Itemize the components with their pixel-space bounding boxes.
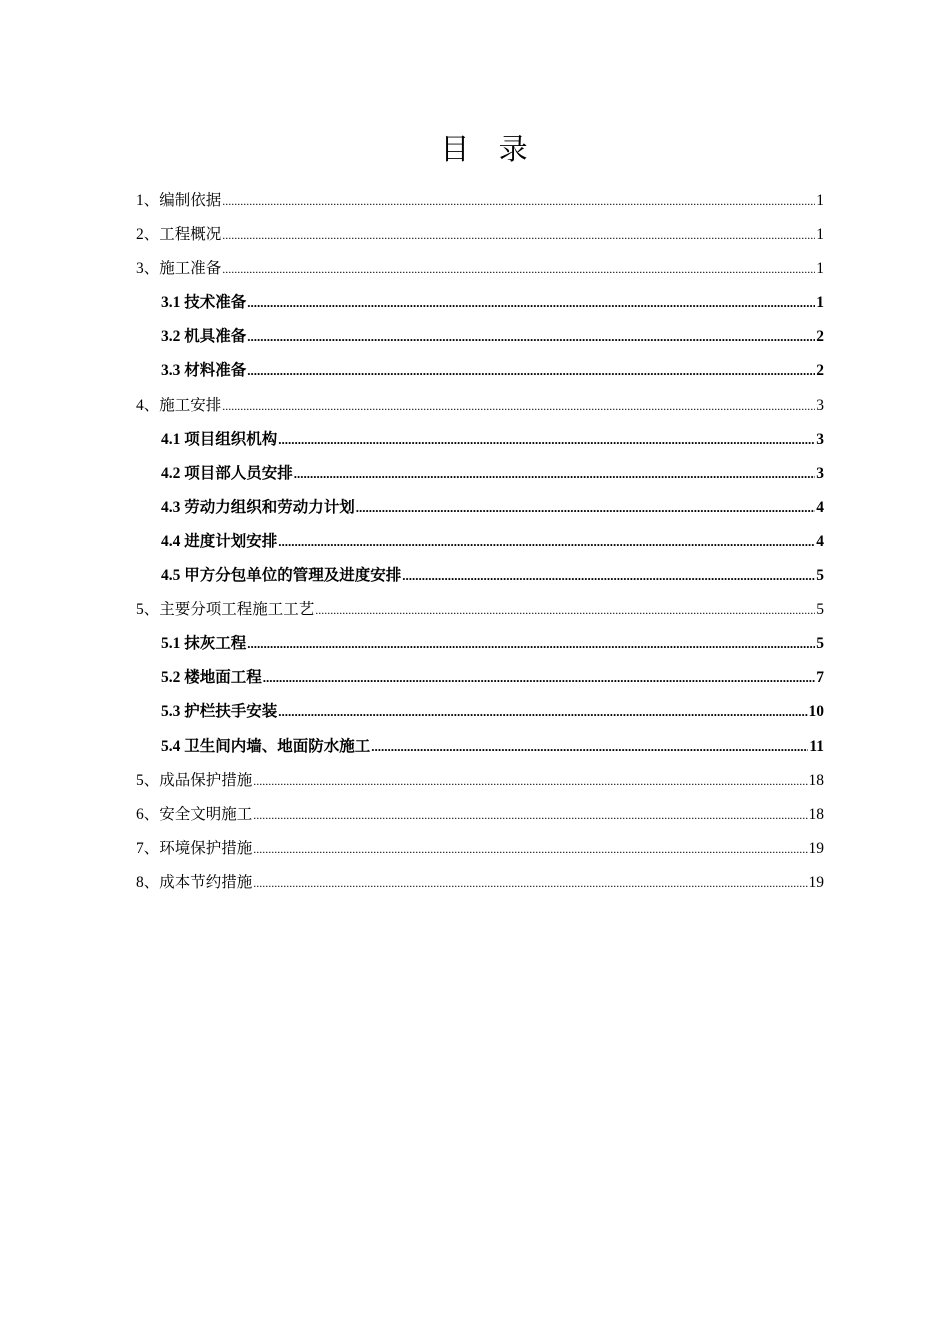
toc-entry-title: 环境保护措施 <box>159 839 253 857</box>
toc-entry-5[interactable] <box>136 593 824 627</box>
toc-page-number: 1 <box>816 226 824 244</box>
toc-page-number: 3 <box>816 464 824 482</box>
toc-entry-label <box>161 491 355 525</box>
toc-entry-3-2[interactable] <box>136 320 824 354</box>
toc-entry-number: 4.3 <box>161 498 185 516</box>
toc-entry-label <box>161 730 370 764</box>
toc-page-number: 5 <box>816 567 824 585</box>
toc-entry-number: 3.1 <box>161 294 185 312</box>
toc-entry-4-4[interactable] <box>136 525 824 559</box>
toc-entry-label <box>136 798 252 832</box>
toc-entry-number: 5.1 <box>161 635 185 653</box>
toc-entry-label <box>136 252 221 286</box>
toc-entry-label <box>136 218 221 252</box>
toc-entry-4-2[interactable] <box>136 457 824 491</box>
toc-page-number: 4 <box>816 532 824 550</box>
toc-page-number: 3 <box>816 430 824 448</box>
toc-entry-4-1[interactable] <box>136 423 824 457</box>
toc-entry-label <box>161 423 277 457</box>
toc-dot-leader <box>247 627 815 661</box>
toc-entry-label <box>136 389 221 423</box>
toc-dot-leader <box>371 730 808 764</box>
toc-page-number: 18 <box>808 805 824 823</box>
toc-entry-title: 编制依据 <box>159 192 222 209</box>
toc-entry-title: 护栏扶手安装 <box>184 703 278 721</box>
toc-entry-5-3[interactable] <box>136 695 824 729</box>
toc-page-number: 10 <box>808 703 824 721</box>
toc-entry-title: 成本节约措施 <box>159 873 253 891</box>
toc-page-number: 4 <box>816 498 824 516</box>
toc-entry-6[interactable] <box>136 798 824 832</box>
toc-dot-leader <box>253 764 807 798</box>
toc-entry-1[interactable] <box>136 184 824 218</box>
toc-page-number: 1 <box>816 294 824 312</box>
toc-page-number: 2 <box>816 362 824 380</box>
toc-page-number: 5 <box>816 635 824 653</box>
toc-entry-title: 项目组织机构 <box>184 430 278 448</box>
toc-dot-leader <box>402 559 815 593</box>
toc-page-number: 5 <box>816 601 824 619</box>
toc-page-number: 2 <box>816 328 824 346</box>
toc-entry-number: 5、 <box>136 601 160 619</box>
toc-entry-title: 施工安排 <box>159 396 222 414</box>
toc-entry-label <box>136 832 252 866</box>
toc-entry-title: 机具准备 <box>184 328 247 346</box>
toc-dot-leader <box>222 184 815 218</box>
toc-entry-title: 成品保护措施 <box>159 771 253 789</box>
toc-entry-label <box>136 866 252 900</box>
toc-entry-5b[interactable] <box>136 764 824 798</box>
toc-entry-number: 5、 <box>136 771 160 789</box>
toc-entry-label <box>161 457 293 491</box>
toc-dot-leader <box>278 423 815 457</box>
toc-entry-label <box>161 661 262 695</box>
toc-entry-title: 进度计划安排 <box>184 532 278 550</box>
toc-dot-leader <box>247 354 815 388</box>
toc-entry-number: 8、 <box>136 873 160 891</box>
toc-entry-title: 卫生间内墙、地面防水施工 <box>184 737 371 755</box>
toc-page-number: 11 <box>809 737 824 755</box>
toc-entry-title: 主要分项工程施工工艺 <box>159 601 315 619</box>
toc-entry-number: 6、 <box>136 805 160 823</box>
toc-entry-title: 甲方分包单位的管理及进度安排 <box>184 567 402 585</box>
toc-dot-leader <box>222 389 815 423</box>
toc-entry-label <box>136 184 221 218</box>
toc-page-number: 1 <box>816 260 824 278</box>
table-of-contents <box>136 184 824 900</box>
toc-entry-3-3[interactable] <box>136 354 824 388</box>
toc-entry-4[interactable] <box>136 389 824 423</box>
toc-page-number: 1 <box>816 192 824 209</box>
toc-entry-title: 项目部人员安排 <box>184 464 293 482</box>
toc-entry-title: 施工准备 <box>159 260 222 278</box>
toc-entry-title: 抹灰工程 <box>184 635 247 653</box>
toc-page-number: 18 <box>808 771 824 789</box>
toc-entry-title: 楼地面工程 <box>184 669 262 687</box>
toc-entry-label <box>136 593 314 627</box>
toc-entry-title: 劳动力组织和劳动力计划 <box>184 498 355 516</box>
toc-entry-number: 3、 <box>136 260 160 278</box>
toc-entry-title: 安全文明施工 <box>159 805 253 823</box>
toc-dot-leader <box>315 593 815 627</box>
toc-entry-number: 3.3 <box>161 362 185 380</box>
toc-entry-title: 工程概况 <box>159 226 222 244</box>
toc-dot-leader <box>253 798 807 832</box>
toc-entry-label <box>161 525 277 559</box>
toc-dot-leader <box>263 661 815 695</box>
toc-page-number: 19 <box>808 839 824 857</box>
toc-dot-leader <box>222 218 815 252</box>
toc-entry-5-2[interactable] <box>136 661 824 695</box>
toc-dot-leader <box>247 286 815 320</box>
toc-entry-8[interactable] <box>136 866 824 900</box>
toc-entry-4-3[interactable] <box>136 491 824 525</box>
toc-entry-number: 1、 <box>136 192 160 209</box>
toc-entry-3[interactable] <box>136 252 824 286</box>
toc-page-number: 7 <box>816 669 824 687</box>
toc-dot-leader <box>294 457 815 491</box>
toc-entry-2[interactable] <box>136 218 824 252</box>
toc-entry-label <box>161 627 246 661</box>
toc-page-number: 19 <box>808 873 824 891</box>
toc-entry-title: 材料准备 <box>184 362 247 380</box>
toc-entry-label <box>161 559 401 593</box>
toc-page-number: 3 <box>816 396 824 414</box>
toc-dot-leader <box>356 491 815 525</box>
toc-entry-number: 3.2 <box>161 328 185 346</box>
toc-entry-label <box>161 286 246 320</box>
toc-entry-number: 5.3 <box>161 703 185 721</box>
toc-entry-number: 4.1 <box>161 430 185 448</box>
toc-entry-number: 2、 <box>136 226 160 244</box>
toc-entry-number: 5.4 <box>161 737 185 755</box>
toc-entry-number: 4.2 <box>161 464 185 482</box>
toc-entry-4-5[interactable] <box>136 559 824 593</box>
toc-title: 目 录 <box>440 132 538 166</box>
toc-entry-number: 4.4 <box>161 532 185 550</box>
toc-entry-label <box>161 695 277 729</box>
toc-entry-5-4[interactable] <box>136 730 824 764</box>
toc-entry-5-1[interactable] <box>136 627 824 661</box>
toc-entry-7[interactable] <box>136 832 824 866</box>
toc-dot-leader <box>253 832 807 866</box>
toc-dot-leader <box>222 252 815 286</box>
toc-entry-number: 7、 <box>136 839 160 857</box>
toc-entry-3-1[interactable] <box>136 286 824 320</box>
toc-entry-number: 4.5 <box>161 567 185 585</box>
toc-entry-label <box>161 320 246 354</box>
toc-entry-number: 4、 <box>136 396 160 414</box>
toc-entry-label <box>136 764 252 798</box>
toc-entry-title: 技术准备 <box>184 294 247 312</box>
toc-entry-label <box>161 354 246 388</box>
toc-entry-number: 5.2 <box>161 669 185 687</box>
toc-dot-leader <box>278 525 815 559</box>
toc-dot-leader <box>278 695 807 729</box>
toc-dot-leader <box>247 320 815 354</box>
toc-dot-leader <box>253 866 807 900</box>
